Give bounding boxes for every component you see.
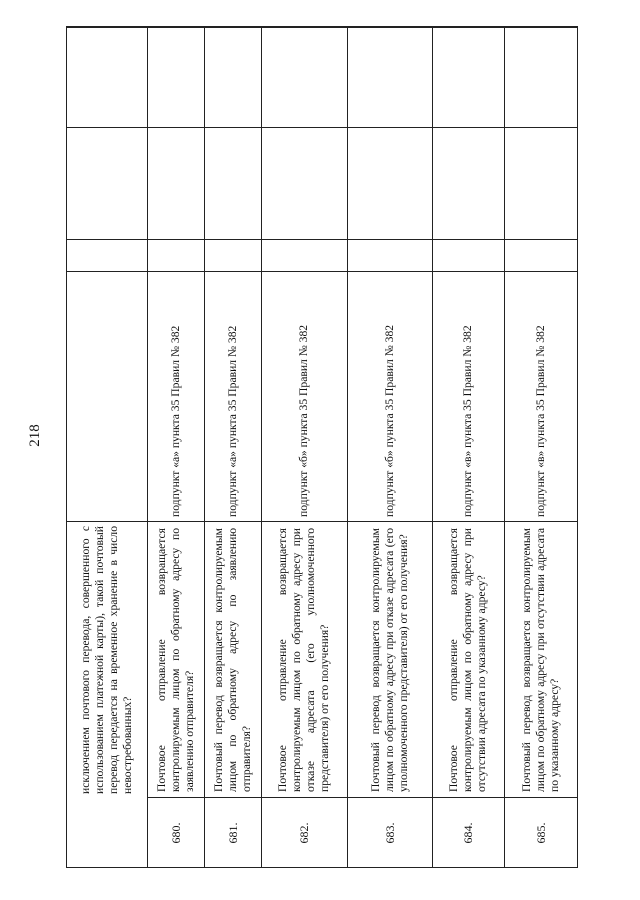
answer-no-cell: [67, 127, 147, 240]
question-text: Почтовый перевод возвращается контролируемым лицом по обратному адресу по заявлению отправителя?: [211, 528, 253, 792]
answer-yes-cell: [347, 239, 432, 272]
reference-text: подпункт «а» пункта 35 Правил № 382: [168, 325, 182, 517]
reference-cell: [504, 271, 577, 522]
answer-no-cell: [147, 127, 204, 240]
question-text: Почтовое отправление возвращается контролируемым лицом по обратному адресу при отсутствии адресата по указанному адресу?: [447, 528, 488, 792]
reference-text: подпункт «в» пункта 35 Правил № 382: [533, 325, 547, 517]
answer-no-cell: [204, 127, 261, 240]
question-text: Почтовый перевод возвращается контролируемым лицом по обратному адресу при отказе адресата (его уполномоченного представителя) от его получения?: [368, 528, 410, 792]
reference-cell: [67, 271, 147, 522]
table-row-684: [432, 27, 505, 867]
row-number: 683.: [382, 822, 397, 844]
reference-cell: [204, 271, 261, 522]
comment-cell: [504, 27, 577, 128]
reference-cell: [261, 271, 347, 522]
answer-yes-cell: [432, 239, 504, 272]
row-number: 681.: [225, 822, 240, 844]
comment-cell: [204, 27, 261, 128]
table-row-continuation: [67, 27, 148, 867]
page-number-text: 218: [26, 423, 43, 447]
question-cell: [432, 521, 504, 798]
reference-text: подпункт «б» пункта 35 Правил № 382: [382, 324, 396, 517]
question-cell: [147, 521, 204, 798]
comment-cell: [347, 27, 432, 128]
number-cell: [432, 797, 504, 868]
number-cell: [261, 797, 347, 868]
reference-text: подпункт «в» пункта 35 Правил № 382: [461, 325, 474, 517]
question-text: Почтовое отправление возвращается контролируемым лицом по обратному адресу по заявлению отправителя?: [154, 528, 196, 792]
continuation-question-text: исключением почтового перевода, совершенного с использованием платежной карты), такой почтовый перевод передается на временное хранение в число невостребованных?: [79, 525, 134, 794]
rotated-checklist-table: [66, 26, 578, 868]
answer-no-cell: [347, 127, 432, 240]
table-row-680: [147, 27, 205, 867]
question-cell: [67, 521, 147, 797]
comment-cell: [67, 27, 147, 128]
answer-no-cell: [432, 127, 504, 240]
answer-yes-cell: [261, 239, 347, 272]
reference-text: подпункт «а» пункта 35 Правил № 382: [225, 325, 239, 517]
row-number: 680.: [168, 822, 183, 844]
answer-yes-cell: [67, 239, 147, 272]
page-number: [22, 418, 48, 452]
row-number: 684.: [461, 822, 475, 844]
reference-text: подпункт «б» пункта 35 Правил № 382: [297, 324, 310, 517]
answer-no-cell: [504, 127, 577, 240]
number-cell: [504, 797, 577, 868]
answer-yes-cell: [504, 239, 577, 272]
table-row-681: [204, 27, 262, 867]
row-number: 685.: [533, 822, 548, 844]
reference-cell: [147, 271, 204, 522]
comment-cell: [432, 27, 504, 128]
reference-cell: [432, 271, 504, 522]
answer-yes-cell: [204, 239, 261, 272]
answer-yes-cell: [147, 239, 204, 272]
number-cell: [204, 797, 261, 868]
row-number: 682.: [297, 822, 311, 844]
reference-cell: [347, 271, 432, 522]
comment-cell: [261, 27, 347, 128]
question-text: Почтовое отправление возвращается контролируемым лицом по обратному адресу при отказе адресата (его уполномоченного представителя) от его получения?: [276, 528, 331, 792]
number-cell: [147, 797, 204, 868]
table-row-685: [504, 27, 577, 867]
question-cell: [347, 521, 432, 798]
question-cell: [261, 521, 347, 798]
number-cell: [347, 797, 432, 868]
answer-no-cell: [261, 127, 347, 240]
question-cell: [204, 521, 261, 798]
table-row-682: [261, 27, 348, 867]
comment-cell: [147, 27, 204, 128]
question-text: Почтовый перевод возвращается контролируемым лицом по обратному адресу при отсутствии адресата по указанному адресу?: [519, 528, 561, 792]
table-row-683: [347, 27, 433, 867]
question-cell: [504, 521, 577, 798]
